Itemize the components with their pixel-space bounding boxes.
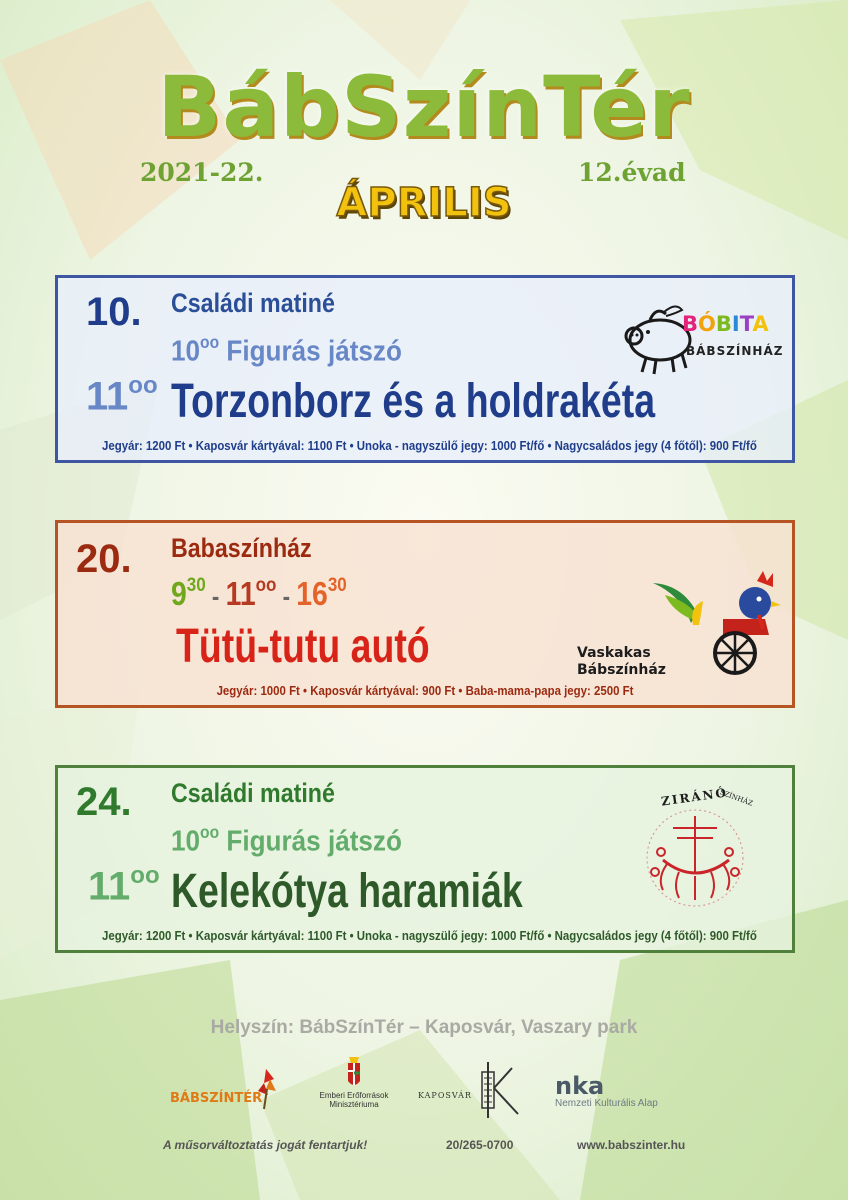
time-slot-3: $16^{30}$ [296, 574, 347, 612]
event-card-1 [55, 275, 795, 463]
website-link[interactable]: www.babszinter.hu [577, 1138, 686, 1152]
pinwheel-icon [170, 1065, 280, 1115]
event-title: Kelekótya haramiák [171, 865, 523, 918]
time-separator: - [205, 581, 226, 611]
emmi-sponsor-logo [312, 1055, 396, 1115]
time-separator: - [276, 581, 297, 611]
event-hour: 11 [86, 374, 129, 419]
subprogram-minute: oo [200, 822, 220, 842]
disclaimer-text: A műsorváltoztatás jogát fentartjuk! [163, 1138, 368, 1152]
event-title: Torzonborz és a holdrakéta [171, 375, 656, 428]
zirano-subtitle: SZÍNHÁZ [718, 788, 754, 808]
event-minute: oo [128, 372, 158, 399]
subprogram-title: Figurás játszó [226, 335, 402, 368]
event-title: Tütü-tutu autó [176, 620, 430, 673]
nka-sponsor-logo [555, 1072, 690, 1112]
event-kind: Családi matiné [171, 778, 335, 808]
time-slot-2: $11^{oo}$ [225, 574, 277, 612]
zirano-wordmark: ZIRÁNÓ [660, 785, 729, 809]
pig-icon [620, 298, 700, 378]
subprogram-hour: 10 [171, 335, 201, 368]
ship-circle-icon [633, 790, 763, 920]
festival-title: BábSzínTér [157, 58, 691, 156]
venue-line: Helyszín: BábSzínTér – Kaposvár, Vaszary park [210, 1017, 638, 1038]
subprogram-title: Figurás játszó [226, 825, 402, 858]
edition-label: 12.évad [578, 158, 686, 187]
bobita-subtitle: BÁBSZÍNHÁZ [686, 344, 784, 358]
event-subprogram [171, 334, 402, 369]
subprogram-hour: 10 [171, 825, 201, 858]
event-subprogram [171, 824, 402, 859]
zirano-logo [633, 785, 763, 920]
babszinter-sponsor-text: BÁBSZÍNTÉR [170, 1091, 263, 1106]
event-price: Jegyár: 1200 Ft • Kaposvár kártyával: 1100 Ft • Unoka - nagyszülő jegy: 1000 Ft/fő • Nagycsaládos jegy (4 főtől): 900 Ft/fő [102, 928, 757, 943]
event-card-2 [55, 520, 795, 708]
kaposvar-sponsor-text: KAPOSVÁR [418, 1091, 472, 1100]
kaposvar-sponsor-logo [418, 1058, 528, 1123]
coat-of-arms-icon [312, 1055, 396, 1091]
nka-sponsor-text: Nemzeti Kulturális Alap [555, 1098, 658, 1109]
event-price: Jegyár: 1000 Ft • Kaposvár kártyával: 900 Ft • Baba-mama-papa jegy: 2500 Ft [216, 683, 634, 698]
event-time [86, 374, 158, 419]
time-slot-1: $9^{30}$ [171, 574, 206, 612]
event-date: 10. [86, 290, 142, 334]
season-label: 2021-22. [140, 158, 264, 187]
event-price: Jegyár: 1200 Ft • Kaposvár kártyával: 1100 Ft • Unoka - nagyszülő jegy: 1000 Ft/fő • Nagycsaládos jegy (4 főtől): 900 Ft/fő [102, 438, 757, 453]
emmi-sponsor-text: Emberi Erőforrások Minisztériuma [319, 1091, 389, 1109]
bobita-logo [620, 298, 784, 378]
event-kind: Babaszínház [171, 533, 312, 563]
event-kind: Családi matiné [171, 288, 335, 318]
subprogram-minute: oo [200, 332, 220, 352]
vaskakas-logo [573, 555, 783, 685]
event-hour: 11 [88, 864, 131, 909]
month-label: ÁPRILIS [336, 180, 512, 226]
event-date: 24. [76, 780, 132, 824]
bobita-wordmark: BÓBITA [682, 312, 769, 336]
event-minute: oo [130, 862, 160, 889]
babszinter-sponsor-logo [170, 1065, 280, 1115]
event-time [88, 864, 160, 909]
event-card-3 [55, 765, 795, 953]
vaskakas-wordmark: Vaskakas Bábszínház [577, 645, 666, 678]
phone-number: 20/265-0700 [446, 1138, 514, 1152]
nka-wordmark: nka [555, 1072, 605, 1100]
event-times [171, 575, 347, 613]
event-date: 20. [76, 537, 132, 581]
